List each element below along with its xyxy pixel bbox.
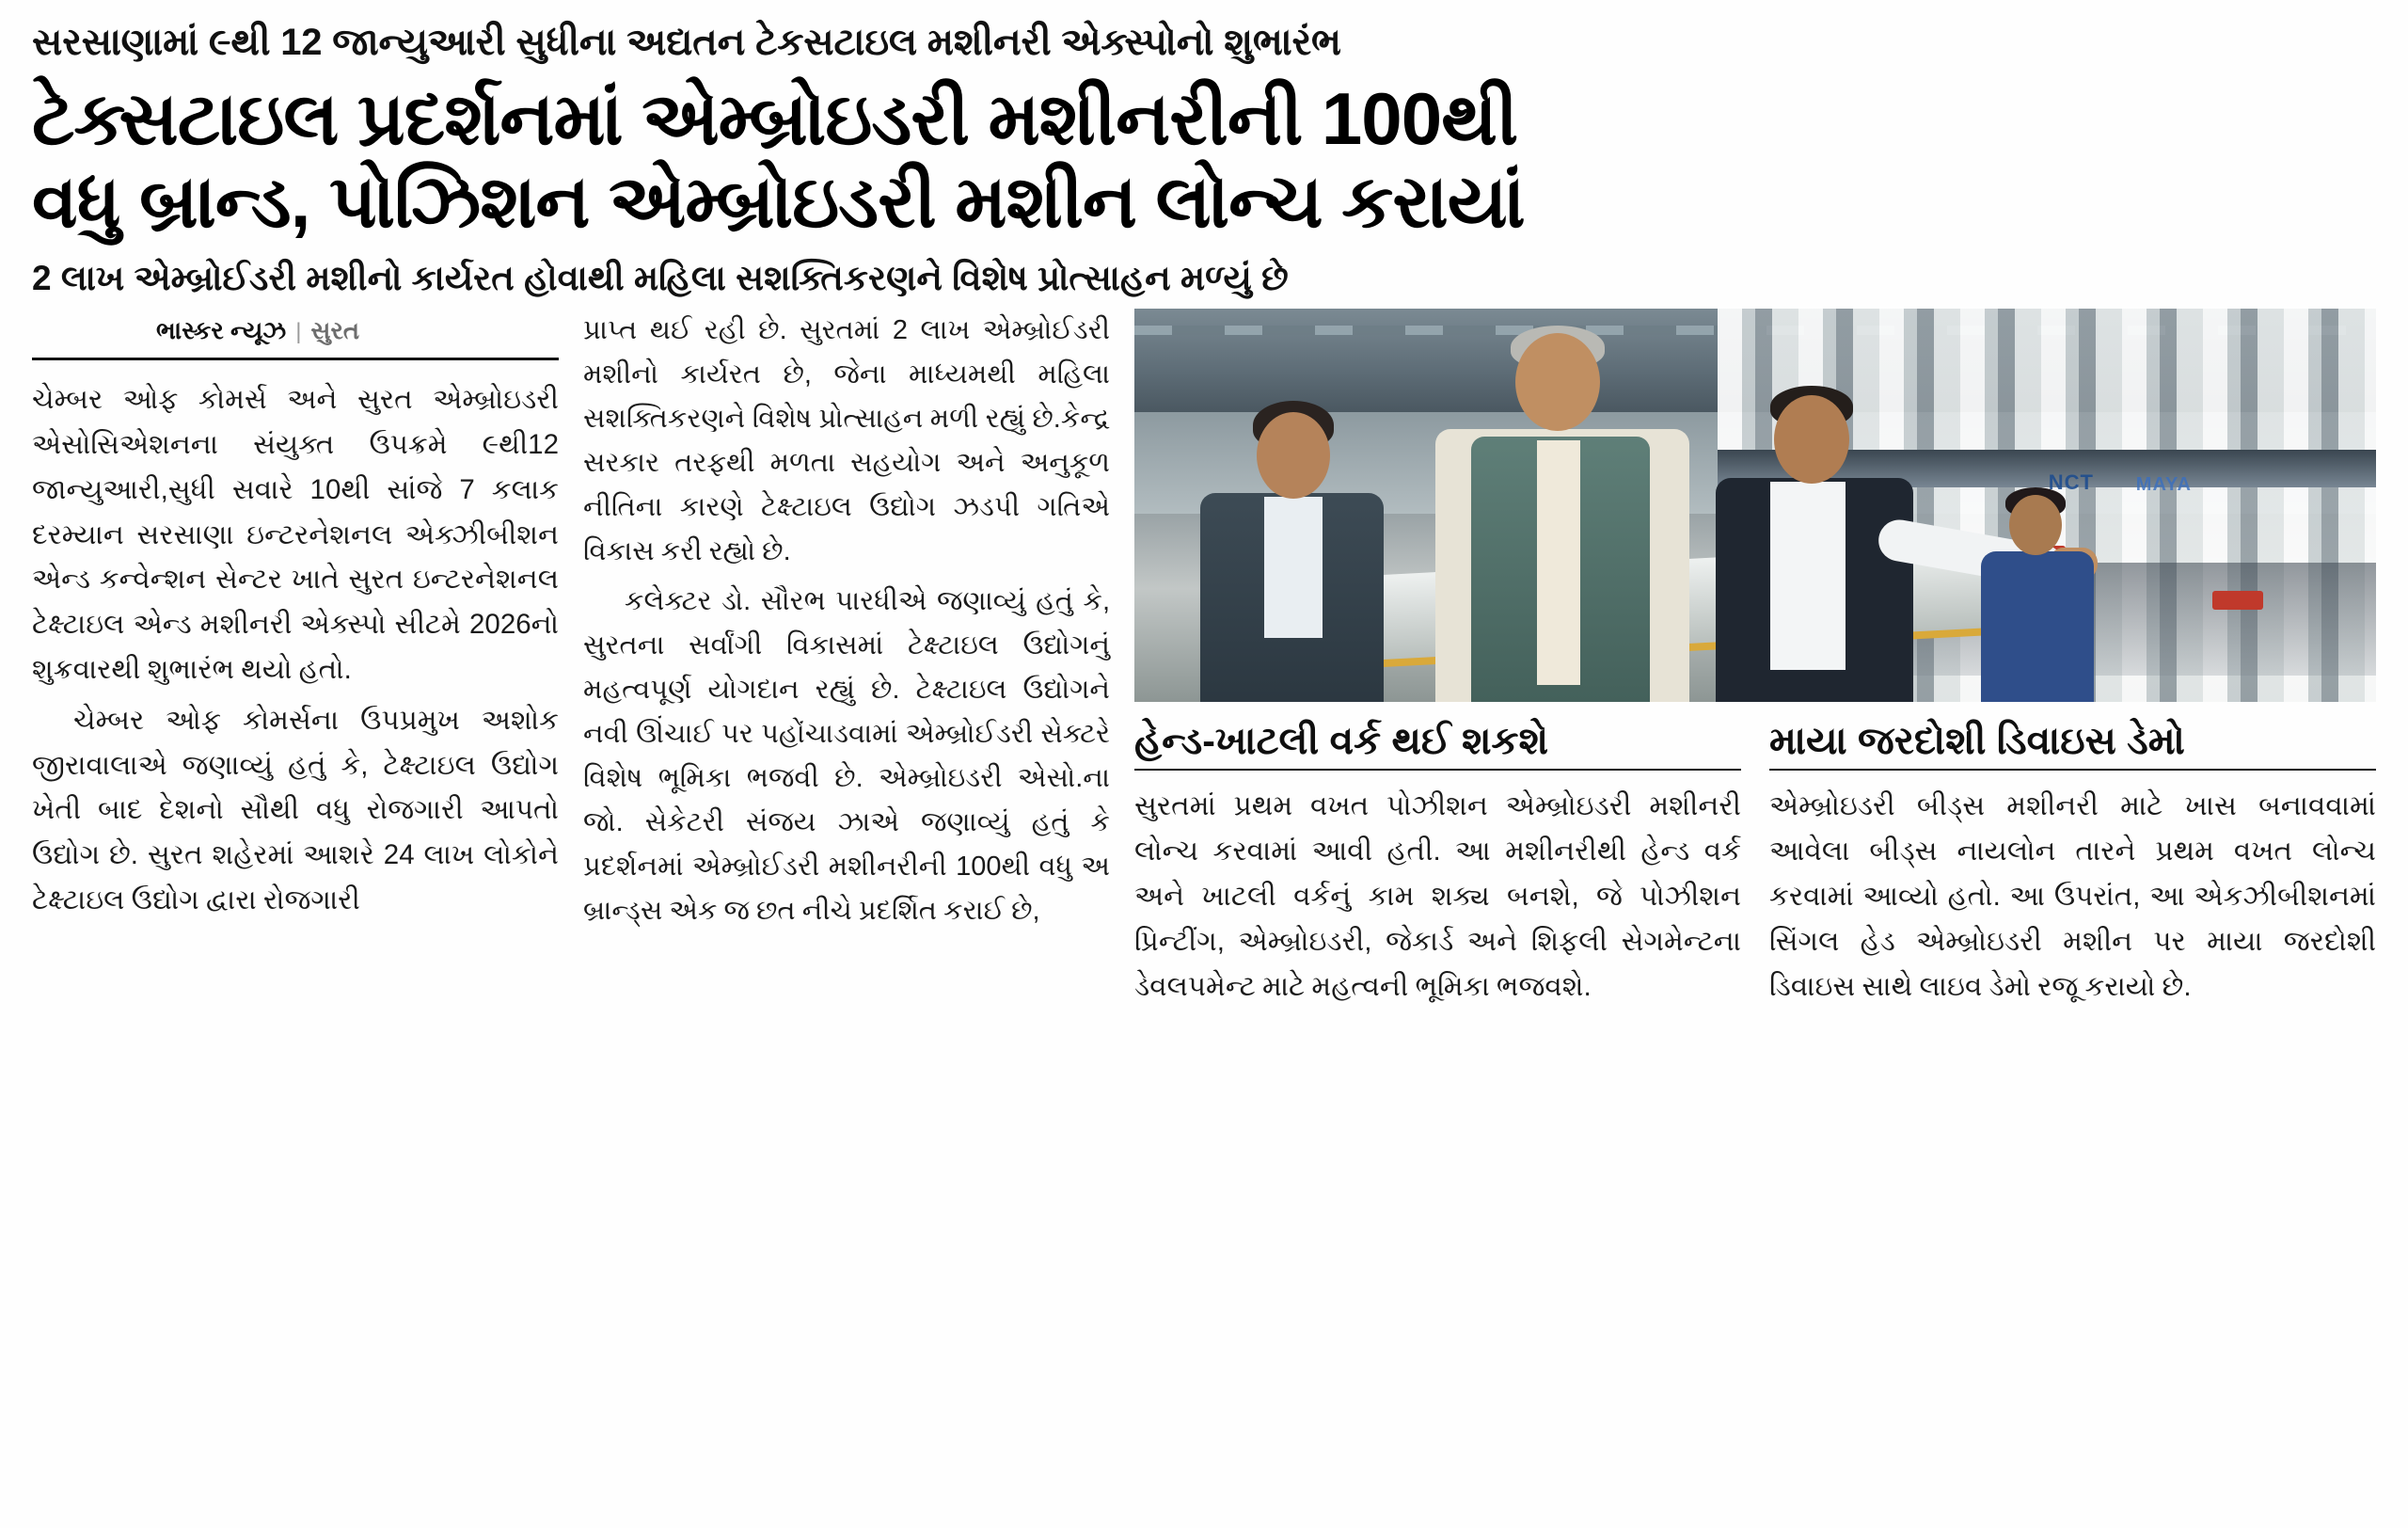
headline-line-1: ટેક્સટાઇલ પ્રદર્શનમાં એમ્બ્રોઇડરી મશીનરીની 100થી [32, 77, 1518, 161]
sub-article [1134, 719, 1741, 1014]
column-one [32, 309, 559, 1014]
sub-article [1769, 719, 2376, 1014]
photo-brand-label: MAYA [2135, 474, 2192, 496]
sub-article-divider [1134, 769, 1741, 771]
photo-person [1191, 391, 1388, 702]
headline-block [0, 0, 2408, 299]
page-title [32, 78, 2376, 243]
sub-headline: 2 લાખ એમ્બ્રોઈડરી મશીનો કાર્યરત હોવાથી મહિલા સશક્તિકરણને વિશેષ પ્રોત્સાહન મળ્યું છે [32, 258, 1289, 297]
paragraph: ચેમ્બર ઓફ કોમર્સના ઉપપ્રમુખ અશોક જીરાવાલાએ જણાવ્યું હતું કે, ટેક્ષ્ટાઇલ ઉદ્યોગ ખેતી બાદ દેશનો સૌથી વધુ રોજગારી આપતો ઉદ્યોગ છે. સુરત શહેરમાં આશરે 24 લાખ લોકોને ટેક્ષ્ટાઇલ ઉદ્યોગ દ્વારા રોજગારી [32, 704, 559, 915]
paragraph: ચેમ્બર ઓફ કોમર્સ અને સુરત એમ્બ્રોઇડરી એસોસિએશનના સંયુક્ત ઉપક્રમે ૯થી12 જાન્યુઆરી,સુધી સવારે 10થી સાંજે 7 કલાક દરમ્યાન સરસાણા ઇન્ટરનેશનલ એક્ઝીબીશન એન્ડ કન્વેન્શન સેન્ટર ખાતે સુરત ઇન્ટરનેશનલ ટેક્ષ્ટાઇલ એન્ડ મશીનરી એક્સ્પો સીટમે 2026નો શુક્રવારથી શુભારંભ થયો હતો. [32, 384, 559, 685]
photo-brand-label: NCT [2048, 470, 2094, 495]
photo-person [1699, 363, 2000, 702]
paragraph: સુરતમાં પ્રથમ વખત પોઝીશન એમ્બ્રોઇડરી મશીનરી લોન્ચ કરવામાં આવી હતી. આ મશીનરીથી હેન્ડ વર્ક અને ખાટલી વર્કનું કામ શક્ય બનશે, જે પોઝીશન પ્રિન્ટીંગ, એમ્બ્રોઇડરી, જેકાર્ડ અને શિફલી સેગમેન્ટના ડેવલપમેન્ટ માટે મહત્વની ભૂમિકા ભજવશે. [1134, 790, 1741, 1002]
sub-articles [1134, 719, 2376, 1014]
photo-person [1417, 326, 1699, 702]
article-body [0, 299, 2408, 1014]
headline-line-2: વધુ બ્રાન્ડ, પોઝિશન એમ્બ્રોઇડરી મશીન લોન્ચ કરાયાં [32, 159, 1525, 243]
photo-machine-accent [2212, 591, 2263, 610]
byline-brand: ભાસ્કર ન્યૂઝ [156, 316, 287, 345]
kicker-text: સરસાણામાં ૯થી 12 જાન્યુઆરી સુધીના અદ્યતન ટેકસટાઇલ મશીનરી એક્સ્પોનો શુભારંભ [32, 22, 1341, 63]
photo-scene [1134, 309, 2376, 702]
byline-place: સુરત [310, 316, 360, 345]
sub-article-divider [1769, 769, 2376, 771]
photo-person [1962, 467, 2113, 702]
column-right [1134, 309, 2376, 1014]
paragraph: પ્રાપ્ત થઈ રહી છે. સુરતમાં 2 લાખ એમ્બ્રોઈડરી મશીનો કાર્યરત છે, જેના માધ્યમથી મહિલા સશક્તિકરણને વિશેષ પ્રોત્સાહન મળી રહ્યું છે.કેન્દ્ર સરકાર તરફથી મળતા સહયોગ અને અનુકૂળ નીતિના કારણે ટેક્ષ્ટાઇલ ઉદ્યોગ ઝડપી ગતિએ વિકાસ કરી રહ્યો છે. [583, 315, 1110, 567]
sub-article-heading: માયા જરદોશી ડિવાઇસ ડેમો [1769, 719, 2185, 763]
sub-article-heading: હેન્ડ-ખાટલી વર્ક થઈ શકશે [1134, 719, 1549, 763]
article-photo [1134, 309, 2376, 702]
column-two [583, 309, 1110, 1014]
paragraph: એમ્બ્રોઇડરી બીડ્સ મશીનરી માટે ખાસ બનાવવામાં આવેલા બીડ્સ નાયલોન તારને પ્રથમ વખત લોન્ચ કરવામાં આવ્યો હતો. આ ઉપરાંત, આ એકઝીબીશનમાં સિંગલ હેડ એમ્બ્રોઇડરી મશીન પર માયા જરદોશી ડિવાઇસ સાથે લાઇવ ડેમો રજૂ કરાયો છે. [1769, 790, 2376, 1002]
byline-separator: | [295, 319, 302, 345]
byline [32, 316, 559, 346]
byline-divider [32, 358, 559, 360]
paragraph: કલેક્ટર ડો. સૌરભ પારધીએ જણાવ્યું હતું કે, સુરતના સર્વાંગી વિકાસમાં ટેક્ષ્ટાઇલ ઉદ્યોગનું મહત્વપૂર્ણ યોગદાન રહ્યું છે. ટેક્ષ્ટાઇલ ઉદ્યોગને નવી ઊંચાઈ પર પહોંચાડવામાં એમ્બ્રોઈડરી સેક્ટરે વિશેષ ભૂમિકા ભજવી છે. એમ્બ્રોઇડરી એસો.ના જો. સેકેટરી સંજય ઝાએ જણાવ્યું હતું કે પ્રદર્શનમાં એમ્બ્રોઈડરી મશીનરીની 100થી વધુ અ બ્રાન્ડ્સ એક જ છત નીચે પ્રદર્શિત કરાઈ છે, [583, 586, 1110, 926]
